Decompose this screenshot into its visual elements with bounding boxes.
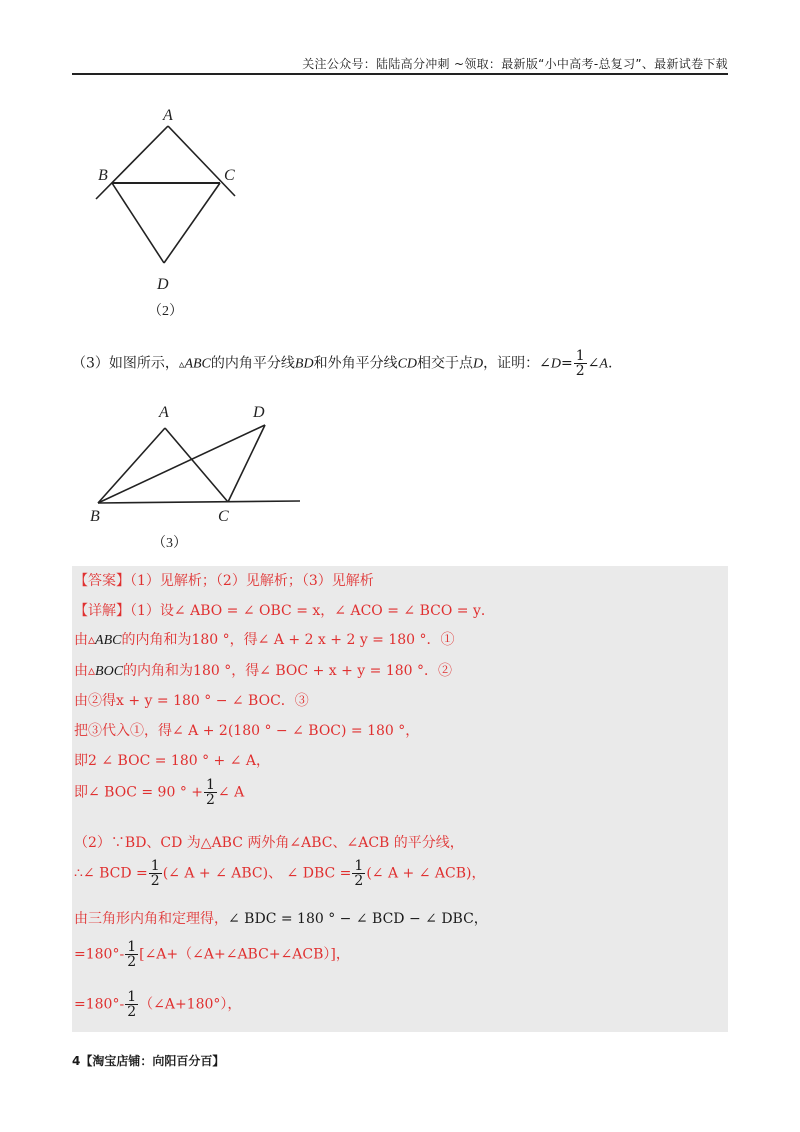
q3-abc: ABC xyxy=(184,356,211,372)
detail-line-12 xyxy=(74,990,241,1019)
detail-line-11 xyxy=(74,940,350,969)
l12b: （∠A+180°）， xyxy=(139,996,242,1013)
figure-3 xyxy=(80,400,310,560)
l11a: =180°- xyxy=(74,946,125,963)
q3-period: . xyxy=(607,355,613,372)
fraction-denominator: 2 xyxy=(150,873,160,889)
fraction-numerator: 1 xyxy=(575,348,585,364)
half-fraction xyxy=(574,349,587,378)
fraction-denominator: 2 xyxy=(354,873,364,889)
label-c: C xyxy=(224,167,235,184)
half-fraction xyxy=(125,940,138,969)
l2a: 由▵ xyxy=(74,632,96,648)
line-ac xyxy=(168,126,235,196)
q3-bd: BD xyxy=(294,356,314,372)
fraction-numerator: 1 xyxy=(354,858,364,874)
line-cd xyxy=(228,425,265,502)
l11b: [∠A+（∠A+∠ABC+∠ACB）]， xyxy=(139,946,350,963)
line-bd xyxy=(112,183,164,263)
line-cd xyxy=(164,183,220,263)
l3a: 由▵ xyxy=(74,663,96,679)
q3-t3: 相交于点 xyxy=(417,355,474,372)
q3-t1: 的内角平分线 xyxy=(210,355,295,372)
half-fraction xyxy=(125,990,138,1019)
line-ba xyxy=(98,428,165,503)
l9b: (∠ A + ∠ ABC)、 ∠ DBC = xyxy=(162,865,352,882)
q3-cd: CD xyxy=(397,356,418,372)
l10b: ∠ BDC = 180 ° − ∠ BCD − ∠ DBC， xyxy=(228,911,488,927)
detail-tag: 【详解】 xyxy=(74,603,130,619)
detail-line-4: 由②得x + y = 180 ° − ∠ BOC．③ xyxy=(74,693,309,709)
answer-text: （1）见解析；（2）见解析；（3）见解析 xyxy=(130,573,374,589)
detail-line-6: 即2 ∠ BOC = 180 ° + ∠ A， xyxy=(74,753,270,769)
half-fraction xyxy=(352,859,365,888)
l9c: (∠ A + ∠ ACB)， xyxy=(366,865,486,882)
header-rule xyxy=(72,73,728,75)
detail-line-10 xyxy=(74,908,488,928)
answer-block xyxy=(72,566,728,1032)
detail-line-9 xyxy=(74,859,485,888)
label-d: D xyxy=(253,404,265,421)
label-c: C xyxy=(218,508,229,525)
fraction-denominator: 2 xyxy=(127,954,137,970)
fraction-numerator: 1 xyxy=(127,939,137,955)
detail-l1: （1）设∠ ABO = ∠ OBC = x，∠ ACO = ∠ BCO = y． xyxy=(130,603,495,619)
figure-2-caption: （2） xyxy=(148,304,183,319)
l2b: ABC xyxy=(95,633,122,648)
page-header: 关注公众号：陆陆高分冲刺 ~领取：最新版“小中高考-总复习”、最新试卷下载 xyxy=(302,57,728,71)
detail-line-5: 把③代入①，得∠ A + 2(180 ° − ∠ BOC) = 180 °， xyxy=(74,723,420,739)
fraction-denominator: 2 xyxy=(127,1004,137,1020)
fraction-denominator: 2 xyxy=(206,792,215,808)
detail-line-1 xyxy=(74,600,495,620)
label-d: D xyxy=(157,276,169,293)
q3-lead: （3）如图所示， xyxy=(72,355,179,372)
l3b: BOC xyxy=(95,664,124,679)
label-b: B xyxy=(98,167,108,184)
l10a: 由三角形内角和定理得， xyxy=(74,911,228,927)
q3-t2: 和外角平分线 xyxy=(313,355,398,372)
answer-tag: 【答案】 xyxy=(74,573,130,589)
label-b: B xyxy=(90,508,100,525)
half-fraction xyxy=(149,859,162,888)
figure-2 xyxy=(80,100,260,325)
detail-line-2 xyxy=(74,629,455,649)
line-ab xyxy=(96,126,168,199)
figure-3-caption: （3） xyxy=(152,536,187,551)
fraction-numerator: 1 xyxy=(206,777,215,793)
l9a: ∴∠ BCD = xyxy=(74,865,148,882)
triangle-symbol: ▵ xyxy=(178,357,185,371)
detail-line-3 xyxy=(74,660,452,680)
line-b-ray xyxy=(98,501,300,503)
detail-line-8: （2）∵BD、CD 为△ABC 两外角∠ABC、∠ACB 的平分线， xyxy=(74,835,464,851)
fraction-numerator: 1 xyxy=(150,858,160,874)
l7b: ∠ A xyxy=(217,784,245,801)
question-3 xyxy=(72,349,612,378)
label-a: A xyxy=(159,404,169,421)
q3-d: D xyxy=(473,356,484,372)
fraction-numerator: 1 xyxy=(127,989,137,1005)
l7a: 即∠ BOC = 90 ° + xyxy=(74,784,203,801)
line-ac xyxy=(165,428,228,502)
q3-a: A xyxy=(599,356,608,372)
l2c: 的内角和为180 °，得∠ A + 2 x + 2 y = 180 °．① xyxy=(121,632,455,648)
line-bd xyxy=(98,425,265,503)
fraction-denominator: 2 xyxy=(575,363,585,379)
q3-t4: ，证明：∠ xyxy=(483,355,551,372)
l12a: =180°- xyxy=(74,996,125,1013)
label-a: A xyxy=(163,107,173,124)
page-footer: 4【淘宝店铺：向阳百分百】 xyxy=(72,1054,225,1068)
half-fraction xyxy=(204,778,217,807)
l3c: 的内角和为180 °，得∠ BOC + x + y = 180 °．② xyxy=(123,663,452,679)
detail-line-7 xyxy=(74,778,244,807)
q3-d2: D xyxy=(550,356,562,372)
q3-eq: = xyxy=(561,355,573,372)
answer-summary xyxy=(74,570,374,590)
q3-angle: ∠ xyxy=(587,355,600,372)
